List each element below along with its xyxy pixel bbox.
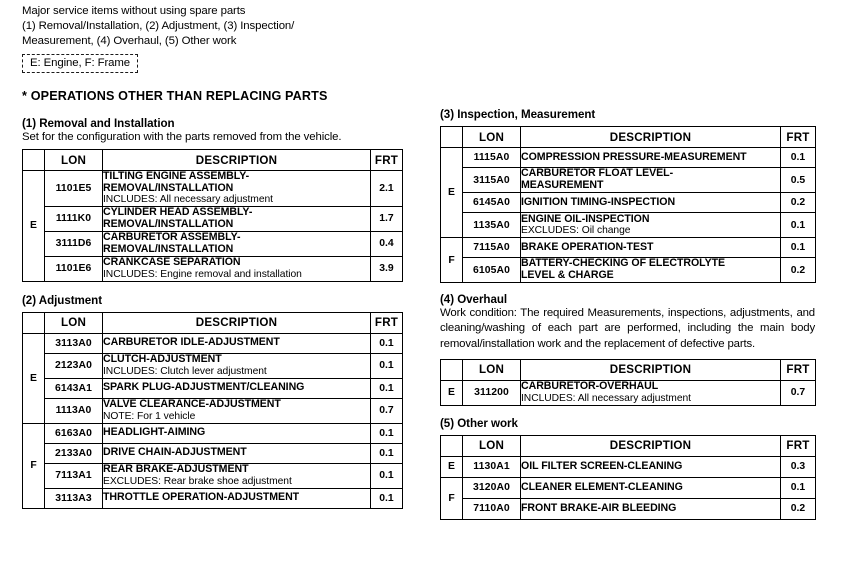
table-row (441, 193, 816, 213)
table-row (23, 423, 403, 443)
cell-frt: 0.5 (781, 168, 816, 193)
cell-lon: 1115A0 (463, 148, 521, 168)
table-header-row (441, 127, 816, 148)
description-title: CARBURETOR ASSEMBLY-REMOVAL/INSTALLATION (103, 231, 241, 255)
section-removal-installation (22, 117, 414, 282)
cell-lon: 311200 (463, 380, 521, 405)
description-title: REAR BRAKE-ADJUSTMENT (103, 463, 249, 476)
table-row (23, 231, 403, 256)
cell-lon: 1101E5 (45, 171, 103, 207)
cell-lon: 1135A0 (463, 213, 521, 238)
cell-description (103, 171, 371, 207)
cell-lon: 1113A0 (45, 398, 103, 423)
header-frt: FRT (371, 312, 403, 333)
table-removal-installation (22, 149, 403, 282)
cell-group: F (23, 423, 45, 508)
left-column (22, 4, 414, 509)
table-wrapper (22, 312, 414, 509)
table-other-work (440, 435, 816, 520)
cell-frt: 2.1 (371, 171, 403, 207)
cell-description (521, 258, 781, 283)
cell-frt: 0.1 (371, 463, 403, 488)
table-row (23, 171, 403, 207)
cell-frt: 0.7 (371, 398, 403, 423)
page-title: * OPERATIONS OTHER THAN REPLACING PARTS (22, 88, 328, 103)
description-title: CYLINDER HEAD ASSEMBLY-REMOVAL/INSTALLATION (103, 206, 253, 230)
header-lon: LON (45, 150, 103, 171)
header-group (441, 359, 463, 380)
cell-frt: 0.1 (371, 353, 403, 378)
description-title: FRONT BRAKE-AIR BLEEDING (521, 502, 677, 515)
cell-frt: 0.3 (781, 456, 816, 477)
description-title: CLUTCH-ADJUSTMENT (103, 353, 222, 366)
table-header-row (441, 435, 816, 456)
cell-description (521, 380, 781, 405)
description-title: CARBURETOR FLOAT LEVEL-MEASUREMENT (521, 167, 674, 191)
cell-frt: 1.7 (371, 206, 403, 231)
table-row (441, 213, 816, 238)
cell-group: F (441, 238, 463, 283)
cell-frt: 0.1 (781, 148, 816, 168)
description-title: THROTTLE OPERATION-ADJUSTMENT (103, 491, 300, 504)
cell-description (103, 333, 371, 353)
table-row (23, 488, 403, 508)
cell-frt: 0.1 (781, 238, 816, 258)
cell-description (103, 443, 371, 463)
section-overhaul (440, 293, 822, 406)
table-inspection-measurement (440, 126, 816, 283)
intro-line-3: Measurement, (4) Overhaul, (5) Other work (22, 35, 237, 48)
cell-lon: 7115A0 (463, 238, 521, 258)
table-wrapper (440, 359, 822, 406)
table-wrapper (22, 149, 414, 282)
header-frt: FRT (781, 435, 816, 456)
header-lon: LON (45, 312, 103, 333)
cell-frt: 0.1 (371, 488, 403, 508)
cell-lon: 2133A0 (45, 443, 103, 463)
cell-description (103, 378, 371, 398)
cell-description (521, 498, 781, 519)
cell-lon: 3111D6 (45, 231, 103, 256)
cell-frt: 0.2 (781, 193, 816, 213)
description-title: OIL FILTER SCREEN-CLEANING (521, 460, 683, 473)
cell-lon: 2123A0 (45, 353, 103, 378)
section-inspection-measurement (440, 108, 822, 283)
description-note: INCLUDES: Engine removal and installation (103, 268, 302, 280)
cell-lon: 6143A1 (45, 378, 103, 398)
table-overhaul (440, 359, 816, 406)
table-row (23, 353, 403, 378)
header-description: DESCRIPTION (521, 435, 781, 456)
cell-description (103, 206, 371, 231)
cell-group: E (441, 380, 463, 405)
cell-description (103, 353, 371, 378)
cell-lon: 1101E6 (45, 256, 103, 281)
cell-group: F (441, 477, 463, 519)
description-title: HEADLIGHT-AIMING (103, 426, 206, 439)
cell-description (521, 213, 781, 238)
section-heading: (5) Other work (440, 416, 518, 430)
header-lon: LON (463, 127, 521, 148)
section-heading: (3) Inspection, Measurement (440, 108, 596, 121)
description-note: NOTE: For 1 vehicle (103, 410, 196, 422)
cell-description (521, 148, 781, 168)
header-frt: FRT (781, 359, 816, 380)
right-column (440, 108, 822, 520)
header-group (23, 150, 45, 171)
cell-frt: 0.1 (371, 423, 403, 443)
description-note: EXCLUDES: Oil change (521, 225, 631, 237)
legend-box: E: Engine, F: Frame (22, 54, 138, 73)
cell-frt: 0.1 (371, 378, 403, 398)
table-row (441, 258, 816, 283)
cell-frt: 0.7 (781, 380, 816, 405)
cell-group: E (441, 456, 463, 477)
cell-frt: 0.2 (781, 498, 816, 519)
cell-description (103, 423, 371, 443)
cell-description (103, 463, 371, 488)
description-title: BRAKE OPERATION-TEST (521, 240, 654, 253)
header-description: DESCRIPTION (521, 127, 781, 148)
description-note: EXCLUDES: Rear brake shoe adjustment (103, 475, 292, 487)
table-row (23, 398, 403, 423)
description-title: VALVE CLEARANCE-ADJUSTMENT (103, 398, 281, 411)
cell-description (103, 488, 371, 508)
table-row (23, 333, 403, 353)
cell-description (521, 193, 781, 213)
cell-frt: 0.1 (781, 477, 816, 498)
section-heading: (1) Removal and Installation (22, 116, 175, 130)
cell-frt: 0.1 (781, 213, 816, 238)
cell-frt: 0.2 (781, 258, 816, 283)
cell-lon: 3120A0 (463, 477, 521, 498)
header-frt: FRT (371, 150, 403, 171)
intro-line-2 (22, 19, 414, 34)
cell-lon: 6105A0 (463, 258, 521, 283)
cell-lon: 3113A3 (45, 488, 103, 508)
cell-lon: 6145A0 (463, 193, 521, 213)
cell-group: E (23, 333, 45, 423)
intro-block (22, 4, 414, 73)
description-title: CARBURETOR IDLE-ADJUSTMENT (103, 336, 280, 349)
description-title: CRANKCASE SEPARATION (103, 256, 241, 269)
section-subtitle: Set for the configuration with the parts removed from the vehicle. (22, 130, 342, 143)
table-wrapper (440, 435, 822, 520)
table-row (23, 378, 403, 398)
header-group (441, 435, 463, 456)
cell-lon: 3113A0 (45, 333, 103, 353)
table-row (441, 238, 816, 258)
header-lon: LON (463, 435, 521, 456)
table-row (23, 463, 403, 488)
cell-frt: 0.4 (371, 231, 403, 256)
description-note: INCLUDES: All necessary adjustment (521, 392, 691, 404)
table-row (23, 256, 403, 281)
description-title: DRIVE CHAIN-ADJUSTMENT (103, 446, 247, 459)
section-heading: (4) Overhaul (440, 293, 508, 306)
cell-group: E (23, 171, 45, 282)
header-frt: FRT (781, 127, 816, 148)
table-row (441, 148, 816, 168)
description-title: BATTERY-CHECKING OF ELECTROLYTE LEVEL & CHARGE (521, 257, 726, 281)
cell-description (103, 231, 371, 256)
header-description: DESCRIPTION (521, 359, 781, 380)
cell-description (521, 238, 781, 258)
table-header-row (441, 359, 816, 380)
description-title: CARBURETOR-OVERHAUL (521, 380, 659, 393)
cell-description (521, 477, 781, 498)
cell-description (103, 398, 371, 423)
header-group (23, 312, 45, 333)
section-heading: (2) Adjustment (22, 293, 103, 307)
table-row (23, 443, 403, 463)
header-group (441, 127, 463, 148)
cell-description (103, 256, 371, 281)
cell-lon: 7110A0 (463, 498, 521, 519)
table-row (441, 477, 816, 498)
description-title: CLEANER ELEMENT-CLEANING (521, 481, 683, 494)
cell-frt: 3.9 (371, 256, 403, 281)
table-row (441, 168, 816, 193)
cell-lon: 6163A0 (45, 423, 103, 443)
cell-lon: 7113A1 (45, 463, 103, 488)
table-header-row (23, 150, 403, 171)
table-header-row (23, 312, 403, 333)
cell-group: E (441, 148, 463, 238)
table-wrapper (440, 126, 822, 283)
table-adjustment (22, 312, 403, 509)
cell-lon: 1111K0 (45, 206, 103, 231)
header-description: DESCRIPTION (103, 312, 371, 333)
header-lon: LON (463, 359, 521, 380)
section-adjustment (22, 294, 414, 509)
cell-lon: 1130A1 (463, 456, 521, 477)
description-title: COMPRESSION PRESSURE-MEASUREMENT (521, 150, 747, 163)
section-other-work (440, 417, 822, 520)
header-description: DESCRIPTION (103, 150, 371, 171)
table-row (441, 498, 816, 519)
description-title: ENGINE OIL-INSPECTION (521, 212, 650, 225)
description-title: TILTING ENGINE ASSEMBLY-REMOVAL/INSTALLATION (103, 170, 250, 194)
intro-line-2-text: (1) Removal/Installation, (2) Adjustment, (3) Inspection/ (22, 20, 295, 33)
cell-description (521, 456, 781, 477)
section-paragraph: Work condition: The required Measurements, inspections, adjustments, and cleaning/washing of each part are performed, including the main body removal/installation work and the replacement of defective parts. (440, 307, 815, 350)
cell-frt: 0.1 (371, 443, 403, 463)
description-note: INCLUDES: All necessary adjustment (103, 194, 273, 206)
cell-description (521, 168, 781, 193)
table-row (441, 380, 816, 405)
cell-frt: 0.1 (371, 333, 403, 353)
description-title: IGNITION TIMING-INSPECTION (521, 195, 676, 208)
table-row (441, 456, 816, 477)
description-note: INCLUDES: Clutch lever adjustment (103, 365, 267, 377)
description-title: SPARK PLUG-ADJUSTMENT/CLEANING (103, 381, 305, 394)
cell-lon: 3115A0 (463, 168, 521, 193)
table-row (23, 206, 403, 231)
intro-line-1: Major service items without using spare parts (22, 5, 246, 17)
